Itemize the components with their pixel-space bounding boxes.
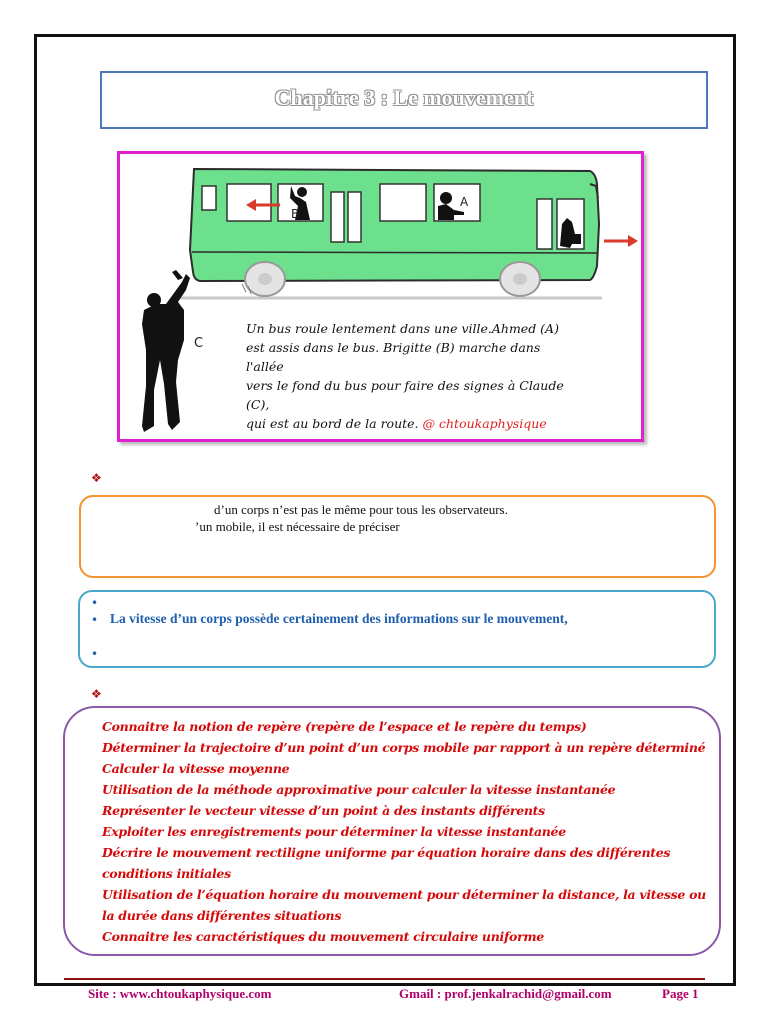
watermark: @ chtoukaphysique [422, 416, 547, 431]
objective-item: Décrire le mouvement rectiligne uniforme par équation horaire dans des différentes conditions initiales [102, 845, 671, 881]
bus-window [348, 192, 361, 242]
bus-door [537, 199, 552, 249]
objective-item: Connaitre la notion de repère (repère de l’espace et le repère du temps) [102, 719, 587, 734]
definition-line: d’un corps n’est pas le même pour tous les observateurs. [214, 502, 508, 517]
objective-item: Représenter le vecteur vitesse d’un point à des instants différents [102, 803, 545, 818]
definition-box [79, 495, 716, 578]
bullet-icon: • [91, 647, 99, 661]
definition-line: ’un mobile, il est nécessaire de préciser [195, 519, 400, 534]
caption-line [246, 414, 566, 433]
objective-item: Connaitre les caractéristiques du mouvement circulaire uniforme [102, 929, 544, 944]
caption-line: vers le fond du bus pour faire des signes à Claude (C), [246, 378, 564, 412]
footer-email: Gmail : prof.jenkalrachid@gmail.com [399, 986, 612, 1001]
bus-illustration [117, 151, 644, 442]
label-c: C [194, 336, 204, 351]
caption-line-text: qui est au bord de la route. [246, 416, 419, 431]
bullet-icon: • [91, 613, 99, 627]
speed-info-box [78, 590, 716, 668]
footer-page-number: Page 1 [662, 986, 699, 1001]
objective-item: Utilisation de la méthode approximative pour calculer la vitesse instantanée [102, 782, 616, 797]
bus-window [202, 186, 216, 210]
chapter-title-box [100, 71, 708, 129]
objectives-list [102, 716, 712, 947]
objective-item: Exploiter les enregistrements pour déterminer la vitesse instantanée [102, 824, 566, 839]
objective-item: Calculer la vitesse moyenne [102, 761, 290, 776]
label-b: B [291, 207, 300, 221]
bus-direction-arrow [628, 235, 638, 247]
bullet-icon: • [91, 596, 99, 610]
label-a: A [460, 195, 469, 209]
section-marker: ❖ [91, 687, 102, 701]
objectives-box [63, 706, 721, 956]
chapter-title: Chapitre 3 : Le mouvement [274, 85, 534, 110]
footer-divider [64, 978, 705, 980]
objective-item: Déterminer la trajectoire d’un point d’un corps mobile par rapport à un repère déterminé [102, 740, 706, 755]
bus-window [227, 184, 271, 221]
bus-window [380, 184, 426, 221]
illustration-caption [246, 319, 566, 433]
objective-item: Utilisation de l’équation horaire du mouvement pour déterminer la distance, la vitesse ou la durée dans différentes situations [102, 887, 706, 923]
bus-window [331, 192, 344, 242]
footer-site: Site : www.chtoukaphysique.com [88, 986, 272, 1001]
caption-line: est assis dans le bus. Brigitte (B) marche dans l'allée [246, 340, 541, 374]
caption-line: Un bus roule lentement dans une ville.Ahmed (A) [246, 321, 559, 336]
section-marker: ❖ [91, 471, 102, 485]
speed-info-text: La vitesse d’un corps possède certainement des informations sur le mouvement, [110, 611, 568, 626]
